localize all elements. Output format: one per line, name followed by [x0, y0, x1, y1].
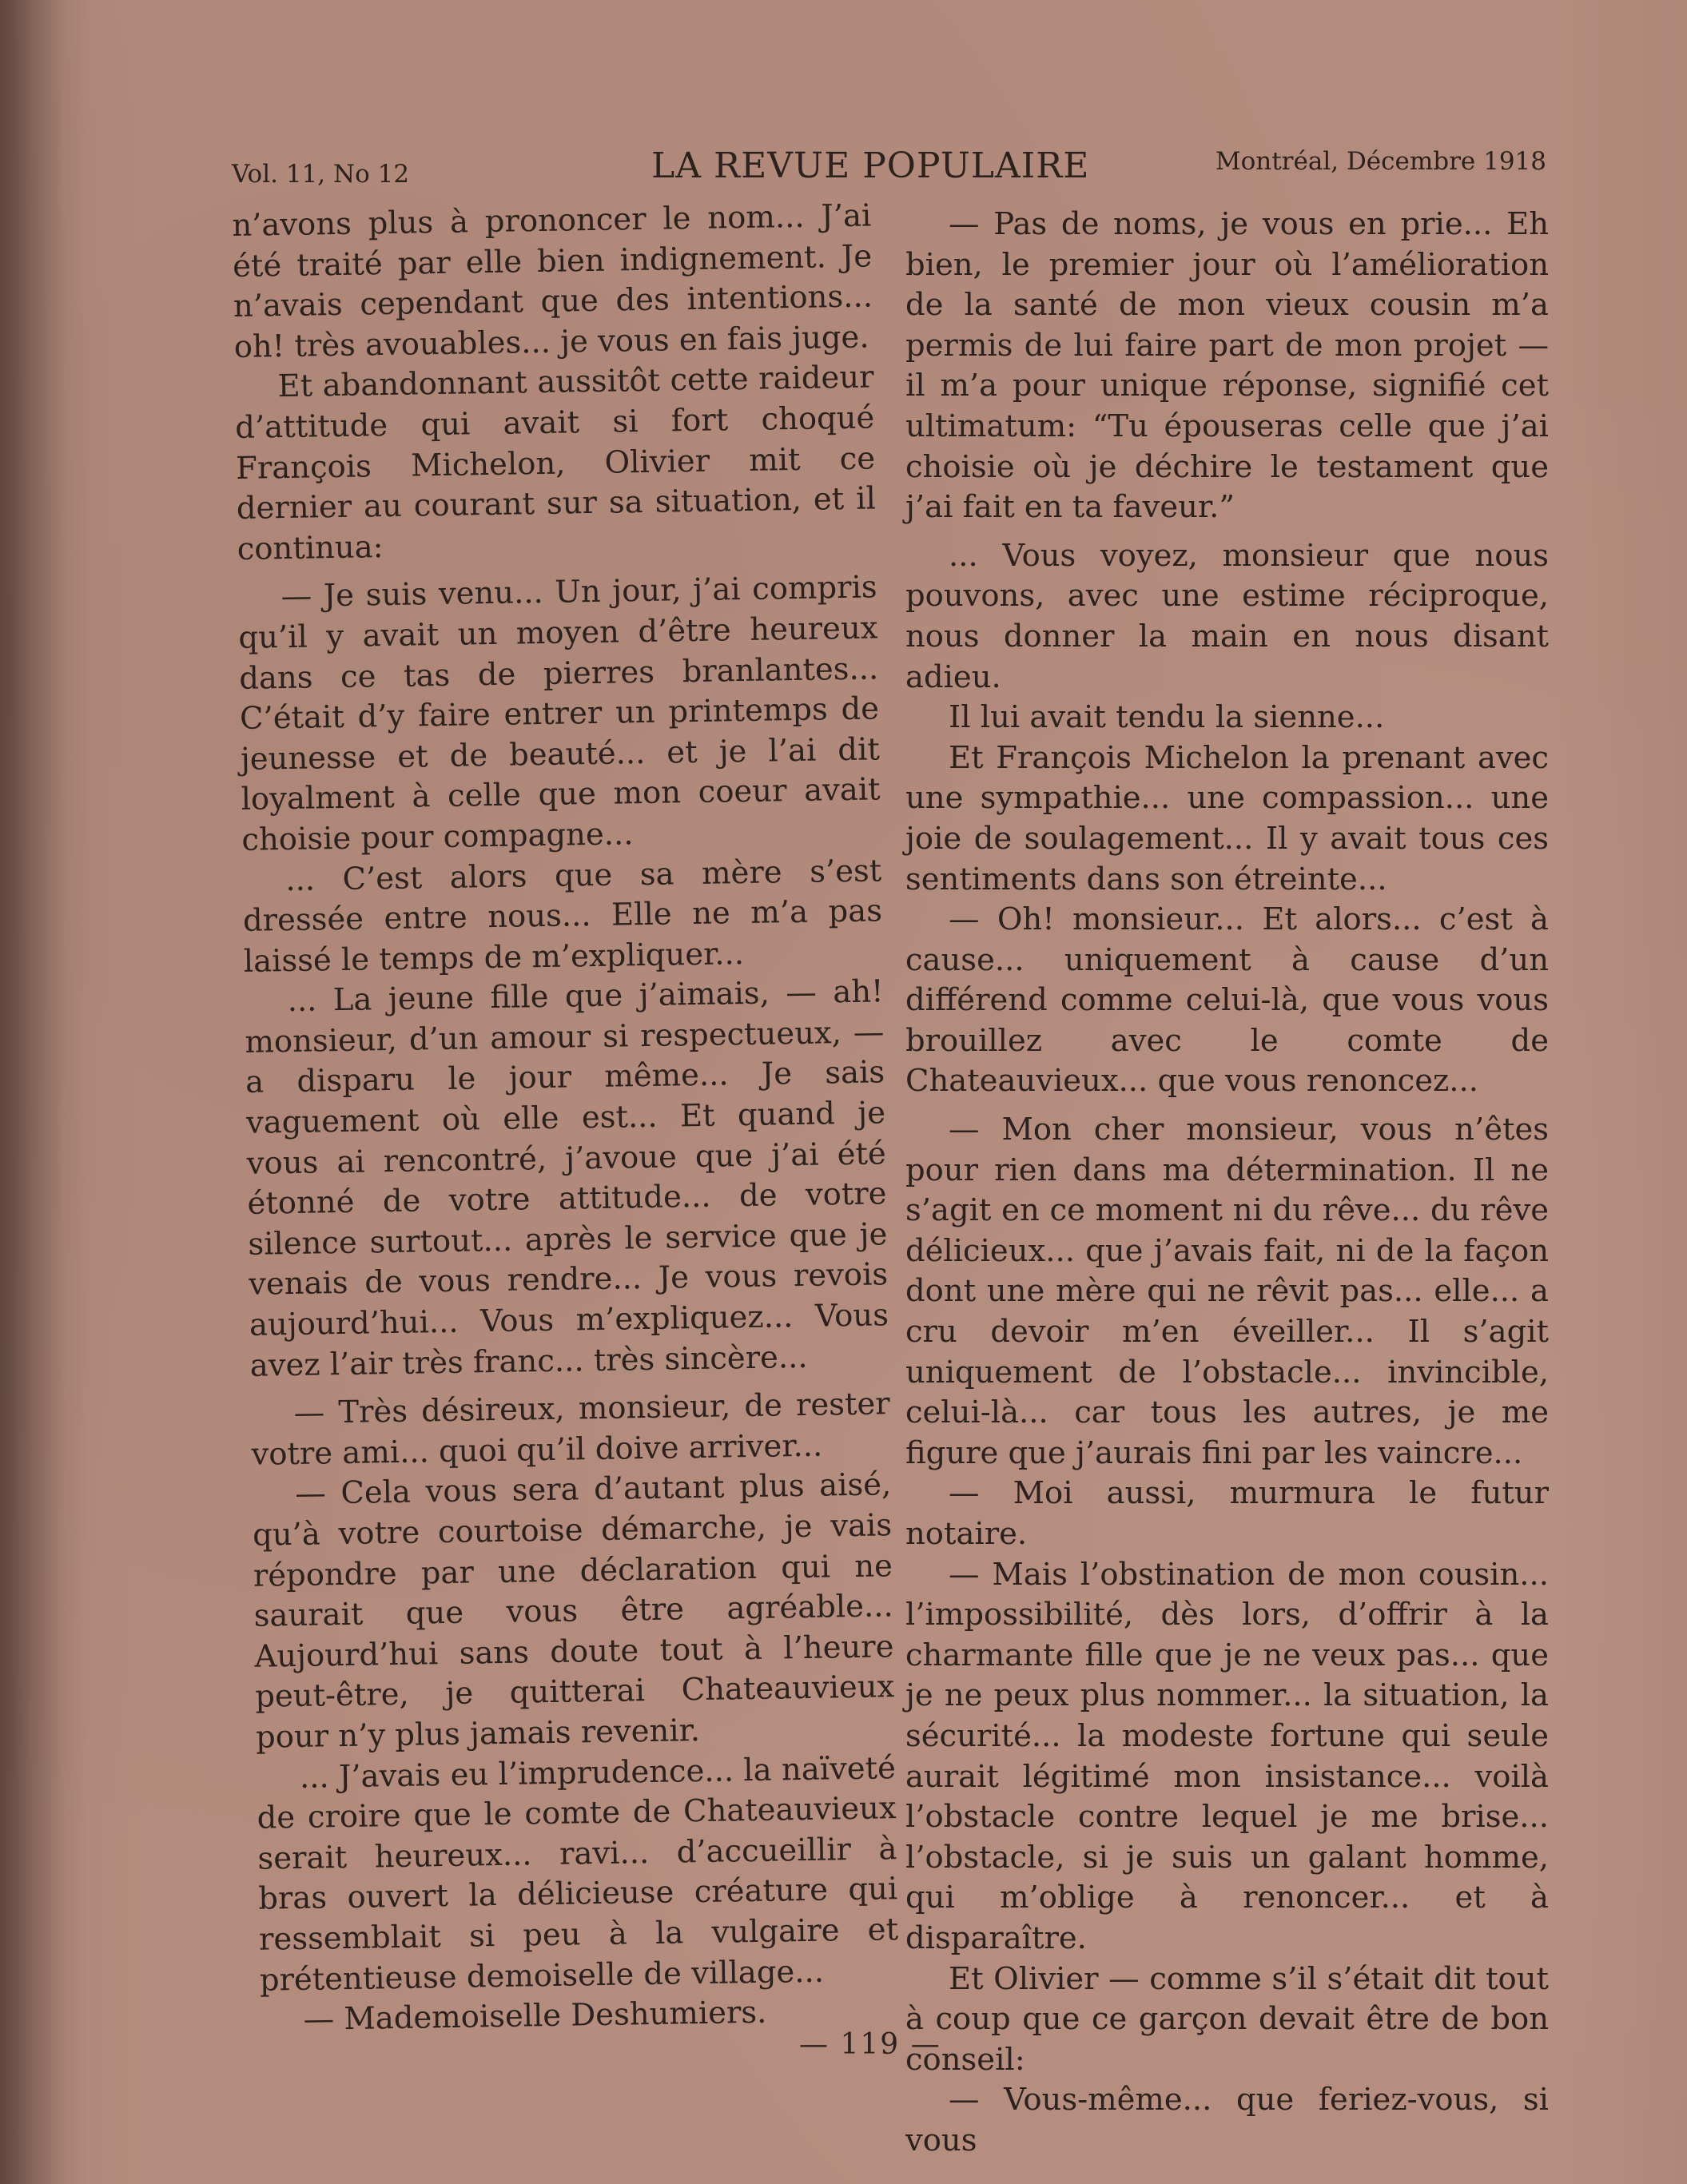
paragraph: Et François Michelon la prenant avec une sympathie... une compassion... une joie de soulagement... Il y avait tous ces sentiments dans son étreinte... — [905, 739, 1549, 897]
running-header — [232, 142, 1546, 190]
paragraph: Et Olivier — comme s’il s’était dit tout à coup que ce garçon devait être de bon conseil: — [905, 1960, 1549, 2078]
paragraph: Et abandonnant aussitôt cette raideur d’attitude qui avait si fort choqué François Michelon, Olivier mit ce dernier au courant sur sa situation, et il continua: — [235, 359, 877, 567]
paragraph: — Très désireux, monsieur, de rester votre ami... quoi qu’il doive arriver... — [251, 1386, 890, 1473]
paragraph: — Cela vous sera d’autant plus aisé, qu’à votre courtoise démarche, je vais répondre par une déclaration qui ne saurait que vous être agréable... Aujourd’hui sans doute tout à l’heure peut-être, je quitterai Chateauvieux pour n’y plus jamais revenir. — [252, 1466, 895, 1756]
page-number: — 119 — — [799, 2028, 941, 2061]
paragraph: ... C’est alors que sa mère s’est dressée entre nous... Elle ne m’a pas laissé le temps de m’expliquer... — [242, 852, 883, 980]
right-column — [905, 205, 1549, 2162]
paragraph: — Je suis venu... Un jour, j’ai compris qu’il y avait un moyen d’être heureux dans ce tas de pierres branlantes... C’était d’y faire entrer un printemps de jeunesse et de beauté... et je l’ai dit loyalment à celle que mon coeur avait choisie pour compagne... — [238, 569, 881, 858]
paragraph: Il lui avait tendu la sienne... — [949, 699, 1385, 736]
paragraph: — Mon cher monsieur, vous n’êtes pour rien dans ma détermination. Il ne s’agit en ce moment ni du rêve... du rêve délicieux... que j’avais fait, ni de la façon dont une mère qui ne rêvit pas... elle... a cru devoir m’en éveiller... Il s’agit uniquement de l’obstacle... invincible, celui-là... car tous les autres, je me figure que j’aurais fini par les vaincre... — [905, 1112, 1549, 1471]
paragraph: ... Vous voyez, monsieur que nous pouvons, avec une estime réciproque, nous donner la main en nous disant adieu. — [905, 537, 1549, 695]
paragraph: — Oh! monsieur... Et alors... c’est à cause... uniquement à cause d’un différend comme celui-là, que vous vous brouillez avec le comte de Chateauvieux... que vous renoncez... — [905, 901, 1549, 1100]
book-spine-shadow — [0, 0, 64, 2184]
paragraph: — Pas de noms, je vous en prie... Eh bien, le premier jour où l’amélioration de la santé de mon vieux cousin m’a permis de lui faire part de mon projet — il m’a pour unique réponse, signifié cet ultimatum: “Tu épouseras celle que j’ai choisie où je déchire le testament que j’ai fait en ta faveur.” — [905, 206, 1549, 526]
paragraph: — Moi aussi, murmura le futur notaire. — [905, 1475, 1549, 1552]
dateline: Montréal, Décembre 1918 — [1215, 147, 1546, 176]
paragraph: — Mais l’obstination de mon cousin... l’impossibilité, dès lors, d’offrir à la charmante fille que je ne veux pas... que je ne peux plus nommer... la situation, la sécurité... la modeste fortune qui seule aurait légitimé mon insistance... voilà l’obstacle contre lequel je me brise... l’obstacle, si je suis un galant homme, qui m’oblige à renoncer... et à disparaître. — [905, 1556, 1549, 1956]
paragraph: ... J’avais eu l’imprudence... la naïveté de croire que le comte de Chateauvieux serait heureux... ravi... d’accueillir à bras ouvert la délicieuse créature qui ressemblait si peu à la vulgaire et prétentieuse demoiselle de village... — [257, 1749, 899, 1999]
paragraph: — Mademoiselle Deshumiers. — [303, 1994, 767, 2038]
paragraph: — Vous-même... que feriez-vous, si vous — [905, 2082, 1549, 2158]
paragraph: ... La jeune fille que j’aimais, — ah! monsieur, d’un amour si respectueux, — a disparu le jour même... Je sais vaguement où elle est... Et quand je vous ai rencontré, j’avoue que j’ai été étonné de votre attitude... de votre silence surtout... après le service que je venais de vous rendre... Je vous revois aujourd’hui... Vous m’expliquez... Vous avez l’air très franc... très sincère... — [245, 973, 889, 1384]
left-column — [232, 196, 900, 2041]
paragraph: n’avons plus à prononcer le nom... J’ai été traité par elle bien indignement. Je n’avais cependant que des intentions... oh! très avouables... je vous en fais juge. — [232, 197, 873, 365]
volume-number: Vol. 11, No 12 — [232, 160, 410, 189]
journal-title: LA REVUE POPULAIRE — [651, 145, 1090, 186]
